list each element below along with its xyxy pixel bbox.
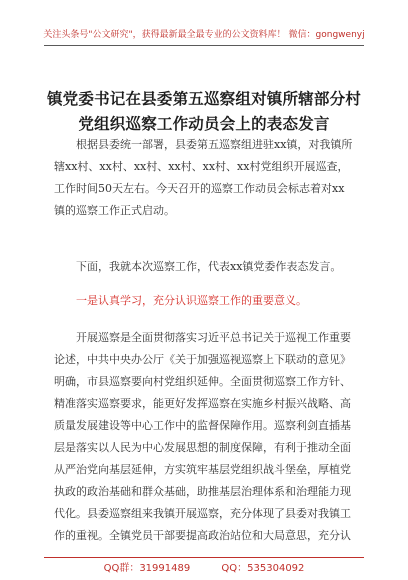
paragraph-1-line: 根据县委统一部署，县委第五巡察组进驻xx镇，对我镇所 bbox=[76, 138, 353, 151]
paragraph-3-line: 作的重视。全镇党员干部要提高政治站位和大局意思，充分认 bbox=[54, 529, 351, 542]
paragraph-1-line: 辖xx村、xx村、xx村、xx村、xx村、xx村党组织开展巡查， bbox=[54, 160, 349, 173]
paragraph-2-line: 下面，我就本次巡察工作，代表xx镇党委作表态发言。 bbox=[76, 260, 342, 273]
footer-qq: QQ：535304092 bbox=[221, 563, 305, 574]
paragraph-3-line: 层是落实以人民为中心发展思想的制度保障，有利于推动全面 bbox=[54, 441, 351, 454]
paragraph-3-line: 从严治党向基层延伸，方实筑牢基层党组织战斗堡垒，厚植党 bbox=[54, 463, 351, 476]
paragraph-3-line: 代化。县委巡察组来我镇开展巡察，充分体现了县委对我镇工 bbox=[54, 507, 351, 520]
header-note: 关注头条号"公文研究"，获得最新最全最专业的公文资料库！ 微信：gongwenyj bbox=[43, 30, 365, 40]
title-line-2: 党组织巡察工作动员会上的表态发言 bbox=[78, 114, 330, 133]
title-line-1: 镇党委书记在县委第五巡察组对镇所辖部分村 bbox=[46, 89, 361, 108]
paragraph-2 bbox=[54, 256, 360, 278]
paragraph-3-line: 论述，中共中央办公厅《关于加强巡视巡察上下联动的意见》 bbox=[54, 353, 351, 366]
paragraph-3-line: 执政的政治基础和群众基础，助推基层治理体系和治理能力现 bbox=[54, 485, 351, 498]
paragraph-3-line: 质量发展建设等中心工作中的监督保障作用。巡察利剑直插基 bbox=[54, 419, 351, 432]
paragraph-3 bbox=[54, 327, 360, 547]
paragraph-3-line: 精准落实巡察要求，能更好发挥巡察在实施乡村振兴战略、高 bbox=[54, 397, 351, 410]
footer-qq-group: QQ群：31991489 bbox=[103, 563, 191, 574]
paragraph-1-line: 工作时间50天左右。今天召开的巡察工作动员会标志着对xx bbox=[54, 182, 345, 195]
footer bbox=[0, 559, 408, 574]
footer-divider bbox=[44, 557, 364, 558]
header-divider bbox=[44, 45, 364, 46]
paragraph-1 bbox=[54, 134, 360, 222]
section-heading: 一是认真学习，充分认识巡察工作的重要意义。 bbox=[76, 294, 307, 307]
document-title bbox=[30, 86, 378, 136]
paragraph-1-line: 镇的巡察工作正式启动。 bbox=[54, 204, 175, 217]
paragraph-3-line: 明确，市县巡察要向村党组织延伸。全面贯彻巡察工作方针、 bbox=[54, 375, 351, 388]
paragraph-3-line: 开展巡察是全面贯彻落实习近平总书记关于巡视工作重要 bbox=[76, 331, 351, 344]
